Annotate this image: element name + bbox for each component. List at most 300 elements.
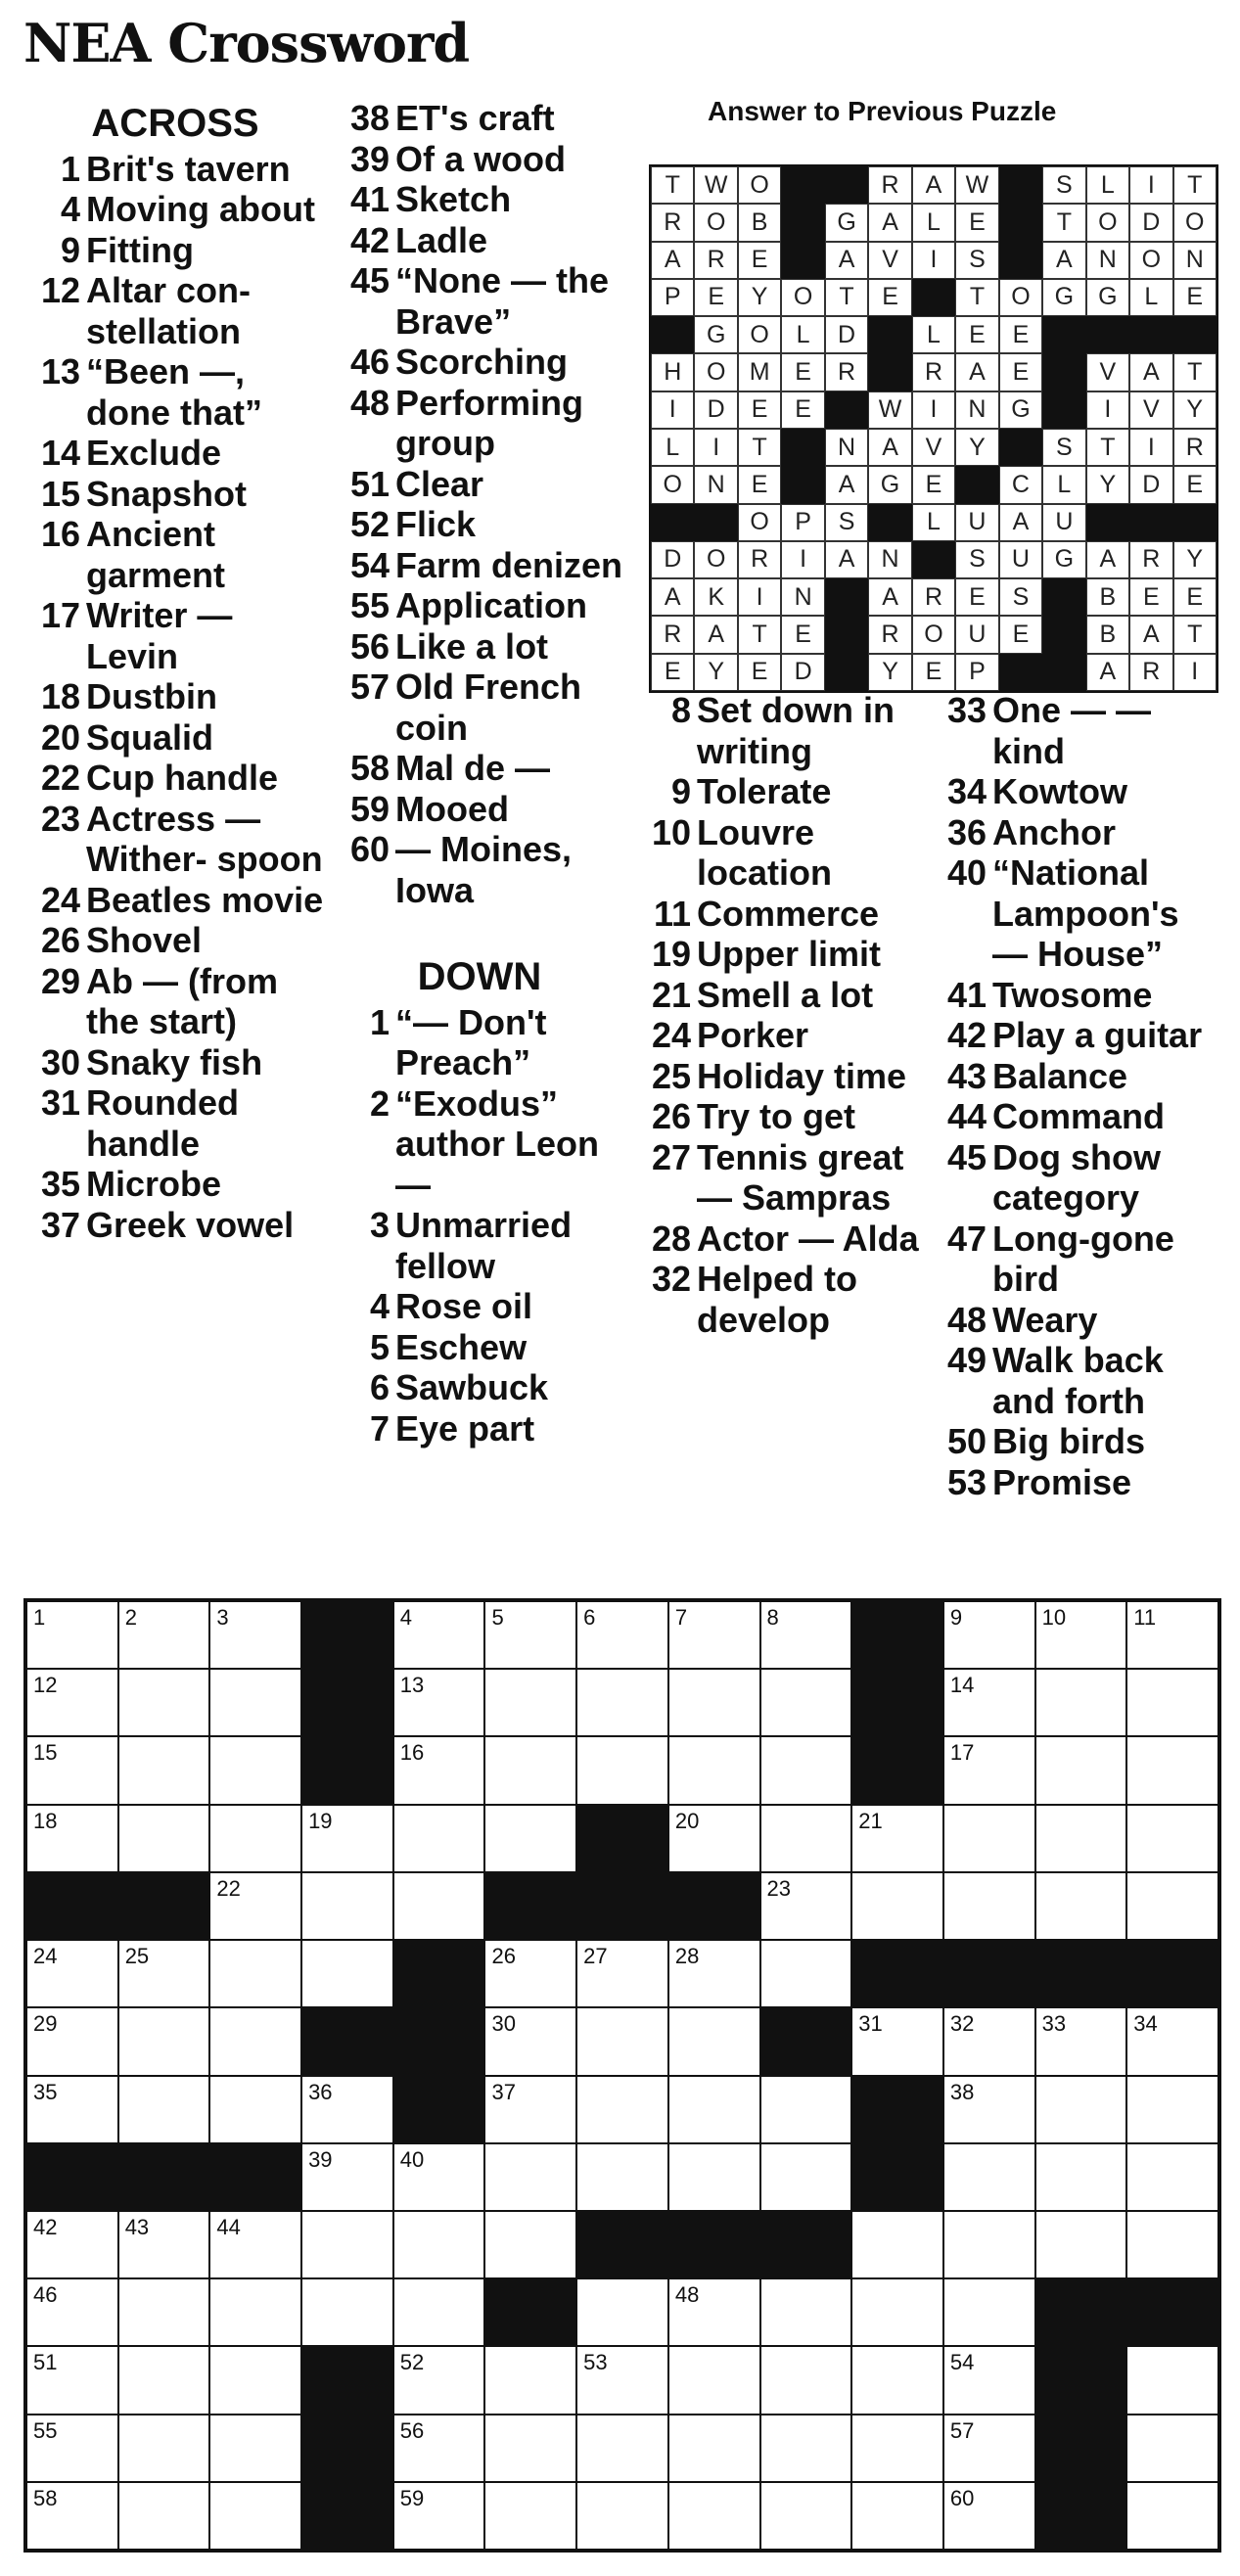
grid-cell[interactable] [943, 2143, 1035, 2211]
grid-block-cell [1035, 2278, 1127, 2346]
grid-cell[interactable] [209, 1601, 301, 1669]
grid-cell[interactable] [1035, 1872, 1127, 1940]
grid-cell[interactable] [1035, 2007, 1127, 2075]
clue-number: 1 [60, 148, 80, 189]
grid-cell[interactable] [484, 1805, 576, 1872]
grid-cell[interactable] [393, 2482, 485, 2550]
answer-letter-cell: E [955, 204, 998, 241]
grid-cell[interactable] [576, 2346, 668, 2414]
answer-letter-cell: V [1086, 353, 1129, 391]
grid-cell[interactable] [576, 1669, 668, 1736]
cell-number: 25 [124, 1944, 150, 1969]
grid-cell[interactable] [1035, 1601, 1127, 1669]
clue-text: Helped to develop [697, 1259, 858, 1340]
clue-number: 9 [60, 229, 80, 270]
answer-letter-cell: O [694, 353, 737, 391]
grid-cell[interactable] [209, 2278, 301, 2346]
grid-cell[interactable] [26, 2007, 118, 2075]
grid-block-cell [301, 1601, 393, 1669]
grid-cell[interactable] [484, 2415, 576, 2482]
grid-cell[interactable] [393, 1872, 485, 1940]
down-clue-1 [333, 1002, 626, 1083]
answer-letter-cell: T [738, 429, 781, 466]
page-title: NEA Crossword [23, 12, 470, 74]
clue-number: 43 [946, 1055, 987, 1096]
grid-cell[interactable] [851, 2278, 943, 2346]
answer-letter-cell: I [1129, 166, 1172, 204]
answer-block-cell [781, 429, 824, 466]
grid-cell[interactable] [301, 2278, 393, 2346]
grid-cell[interactable] [1035, 2211, 1127, 2278]
clue-text: Ladle [395, 219, 488, 260]
down-clue-48 [930, 1300, 1223, 1341]
clue-number: 12 [40, 270, 80, 310]
clue-text: Tolerate [697, 771, 832, 811]
grid-cell[interactable] [1126, 2211, 1218, 2278]
grid-cell[interactable] [484, 2211, 576, 2278]
answer-block-cell [651, 316, 694, 353]
answer-letter-cell: L [651, 429, 694, 466]
grid-cell[interactable] [209, 2211, 301, 2278]
clue-number: 41 [946, 974, 987, 1015]
grid-cell[interactable] [484, 1940, 576, 2007]
grid-cell[interactable] [576, 1736, 668, 1804]
grid-cell[interactable] [26, 2278, 118, 2346]
answer-block-cell [1042, 353, 1085, 391]
down-clue-27 [634, 1137, 928, 1219]
grid-cell[interactable] [118, 2346, 210, 2414]
answer-letter-cell: I [781, 541, 824, 578]
grid-cell[interactable] [760, 2076, 852, 2143]
clue-text: Fitting [86, 229, 194, 270]
answer-letter-cell: V [1129, 391, 1172, 429]
clue-text: Writer — Levin [86, 595, 233, 676]
answer-block-cell [825, 578, 868, 616]
clue-text: Moving about [86, 189, 315, 229]
answer-letter-cell: C [999, 466, 1042, 503]
grid-cell[interactable] [668, 1805, 760, 1872]
answer-letter-cell: Y [694, 654, 737, 691]
answer-letter-cell: O [781, 279, 824, 316]
across-clue-14 [23, 433, 327, 474]
cell-number: 24 [33, 1944, 58, 1969]
down-clue-26 [634, 1096, 928, 1137]
grid-cell[interactable] [760, 2415, 852, 2482]
across-clue-39 [333, 139, 626, 180]
answer-letter-cell: D [694, 391, 737, 429]
answer-letter-cell: A [868, 429, 911, 466]
clue-number: 36 [946, 811, 987, 852]
clue-text: — Moines, Iowa [395, 829, 573, 910]
grid-cell[interactable] [209, 2346, 301, 2414]
cell-number: 20 [674, 1808, 700, 1833]
grid-cell[interactable] [1126, 1805, 1218, 1872]
grid-cell[interactable] [393, 1736, 485, 1804]
grid-cell[interactable] [760, 1601, 852, 1669]
grid-block-cell [301, 2346, 393, 2414]
cell-number: 36 [308, 2079, 333, 2104]
grid-cell[interactable] [484, 2007, 576, 2075]
clue-number: 39 [349, 138, 390, 179]
cell-number: 34 [1133, 2011, 1158, 2037]
down-header: DOWN [417, 955, 542, 998]
clue-text: Try to get [697, 1096, 856, 1136]
grid-cell[interactable] [1035, 1736, 1127, 1804]
grid-cell[interactable] [301, 2211, 393, 2278]
clue-text: Snapshot [86, 473, 248, 514]
grid-cell[interactable] [576, 1601, 668, 1669]
down-clue-8 [634, 690, 928, 771]
clue-number: 7 [369, 1407, 390, 1449]
clue-text: Dog show category [992, 1136, 1161, 1218]
cell-number: 38 [949, 2079, 975, 2104]
clue-text: Weary [992, 1299, 1098, 1340]
answer-letter-cell: Y [738, 279, 781, 316]
grid-cell[interactable] [576, 2278, 668, 2346]
answer-letter-cell: E [1129, 578, 1172, 616]
grid-cell[interactable] [668, 1940, 760, 2007]
grid-cell[interactable] [1126, 2143, 1218, 2211]
grid-cell[interactable] [760, 1669, 852, 1736]
grid-cell[interactable] [484, 2143, 576, 2211]
answer-letter-cell: B [738, 204, 781, 241]
clue-number: 56 [349, 625, 390, 667]
grid-cell[interactable] [484, 1601, 576, 1669]
grid-cell[interactable] [209, 2415, 301, 2482]
answer-letter-cell: E [651, 654, 694, 691]
cell-number: 29 [33, 2011, 58, 2037]
clue-number: 47 [946, 1218, 987, 1259]
answer-letter-cell: V [912, 429, 955, 466]
cell-number: 10 [1041, 1605, 1067, 1630]
grid-block-cell [668, 1872, 760, 1940]
answer-letter-cell: O [738, 316, 781, 353]
grid-cell[interactable] [26, 2346, 118, 2414]
answer-letter-cell: E [738, 391, 781, 429]
grid-cell[interactable] [851, 2007, 943, 2075]
grid-cell[interactable] [209, 2482, 301, 2550]
clue-number: 58 [349, 748, 390, 788]
cell-number: 30 [491, 2011, 516, 2037]
across-clue-56 [333, 626, 626, 667]
grid-cell[interactable] [668, 1736, 760, 1804]
grid-cell[interactable] [1126, 2415, 1218, 2482]
grid-cell[interactable] [26, 2211, 118, 2278]
grid-block-cell [851, 2076, 943, 2143]
answer-letter-cell: A [825, 541, 868, 578]
grid-cell[interactable] [26, 2076, 118, 2143]
clue-text: Upper limit [697, 934, 882, 974]
grid-cell[interactable] [118, 1601, 210, 1669]
grid-cell[interactable] [943, 2346, 1035, 2414]
answer-letter-cell: E [912, 654, 955, 691]
answer-letter-cell: T [1173, 616, 1217, 653]
grid-block-cell [1035, 2415, 1127, 2482]
clue-number: 30 [40, 1041, 80, 1082]
grid-cell[interactable] [943, 2482, 1035, 2550]
cell-number: 56 [399, 2417, 425, 2443]
clue-text: Microbe [86, 1164, 222, 1204]
grid-cell[interactable] [576, 2482, 668, 2550]
grid-cell[interactable] [393, 2278, 485, 2346]
grid-cell[interactable] [118, 2007, 210, 2075]
answer-letter-cell: A [868, 578, 911, 616]
grid-cell[interactable] [1035, 1669, 1127, 1736]
grid-block-cell [301, 2482, 393, 2550]
grid-cell[interactable] [1126, 2482, 1218, 2550]
across-clue-58 [333, 748, 626, 789]
clue-text: Exclude [86, 433, 222, 473]
answer-letter-cell: E [781, 616, 824, 653]
grid-cell[interactable] [851, 1805, 943, 1872]
answer-letter-cell: I [694, 429, 737, 466]
grid-cell[interactable] [209, 1805, 301, 1872]
down-clue-19 [634, 934, 928, 975]
clue-number: 48 [946, 1299, 987, 1340]
grid-cell[interactable] [209, 1669, 301, 1736]
grid-cell[interactable] [943, 2007, 1035, 2075]
grid-cell[interactable] [118, 2278, 210, 2346]
answer-block-cell [1173, 504, 1217, 541]
answer-letter-cell: A [651, 578, 694, 616]
clue-number: 16 [40, 514, 80, 554]
grid-cell[interactable] [576, 1940, 668, 2007]
grid-block-cell [209, 2143, 301, 2211]
clue-text: Brit's tavern [86, 148, 291, 189]
grid-block-cell [851, 2143, 943, 2211]
grid-cell[interactable] [1035, 1805, 1127, 1872]
answer-letter-cell: D [1129, 466, 1172, 503]
grid-cell[interactable] [484, 2482, 576, 2550]
answer-letter-cell: A [955, 353, 998, 391]
grid-cell[interactable] [943, 1601, 1035, 1669]
grid-cell[interactable] [1126, 2076, 1218, 2143]
grid-cell[interactable] [760, 1940, 852, 2007]
grid-cell[interactable] [760, 2346, 852, 2414]
answer-letter-cell: I [651, 391, 694, 429]
grid-block-cell [118, 2143, 210, 2211]
grid-cell[interactable] [393, 1805, 485, 1872]
grid-cell[interactable] [26, 1736, 118, 1804]
grid-cell[interactable] [1126, 1872, 1218, 1940]
grid-cell[interactable] [851, 2346, 943, 2414]
grid-cell[interactable] [118, 2211, 210, 2278]
grid-cell[interactable] [760, 2278, 852, 2346]
answer-letter-cell: W [955, 166, 998, 204]
grid-cell[interactable] [118, 2482, 210, 2550]
answer-letter-cell: B [1086, 578, 1129, 616]
grid-cell[interactable] [851, 1872, 943, 1940]
cell-number: 60 [949, 2485, 975, 2510]
grid-cell[interactable] [576, 2143, 668, 2211]
grid-cell[interactable] [1126, 1736, 1218, 1804]
answer-letter-cell: Y [1173, 391, 1217, 429]
grid-cell[interactable] [1126, 1669, 1218, 1736]
grid-cell[interactable] [301, 2143, 393, 2211]
answer-letter-cell: T [1086, 429, 1129, 466]
grid-cell[interactable] [760, 1872, 852, 1940]
grid-cell[interactable] [301, 1805, 393, 1872]
across-column-1 [23, 98, 327, 1245]
answer-letter-cell: A [912, 166, 955, 204]
down-clue-40 [930, 852, 1223, 975]
grid-block-cell [484, 2278, 576, 2346]
grid-cell[interactable] [118, 1736, 210, 1804]
grid-cell[interactable] [301, 1872, 393, 1940]
grid-cell[interactable] [118, 1669, 210, 1736]
grid-cell[interactable] [301, 1940, 393, 2007]
answer-letter-cell: P [651, 279, 694, 316]
clue-text: Altar con- stellation [86, 270, 252, 351]
grid-cell[interactable] [943, 2278, 1035, 2346]
clue-number: 10 [651, 811, 691, 852]
grid-cell[interactable] [576, 2076, 668, 2143]
grid-cell[interactable] [943, 1736, 1035, 1804]
cell-number: 23 [766, 1875, 792, 1901]
grid-block-cell [851, 1601, 943, 1669]
grid-cell[interactable] [1126, 2007, 1218, 2075]
answer-letter-cell: T [955, 279, 998, 316]
grid-cell[interactable] [760, 1805, 852, 1872]
grid-cell[interactable] [118, 2415, 210, 2482]
across-clue-38 [333, 98, 626, 139]
grid-cell[interactable] [118, 1805, 210, 1872]
cell-number: 59 [399, 2485, 425, 2510]
grid-cell[interactable] [943, 2415, 1035, 2482]
grid-cell[interactable] [1126, 2346, 1218, 2414]
answer-letter-cell: E [868, 279, 911, 316]
cell-number: 12 [33, 1673, 58, 1698]
answer-letter-cell: A [1042, 242, 1085, 279]
clue-text: Scorching [395, 342, 569, 382]
grid-cell[interactable] [118, 2076, 210, 2143]
grid-cell[interactable] [209, 1940, 301, 2007]
grid-cell[interactable] [943, 1669, 1035, 1736]
answer-letter-cell: O [999, 279, 1042, 316]
grid-cell[interactable] [668, 1669, 760, 1736]
grid-cell[interactable] [26, 2482, 118, 2550]
grid-cell[interactable] [576, 2415, 668, 2482]
clue-text: Commerce [697, 893, 880, 934]
clue-text: Twosome [992, 974, 1153, 1015]
grid-cell[interactable] [393, 1601, 485, 1669]
answer-letter-cell: O [1173, 204, 1217, 241]
grid-cell[interactable] [760, 1736, 852, 1804]
answer-letter-cell: B [1086, 616, 1129, 653]
grid-cell[interactable] [26, 1601, 118, 1669]
grid-cell[interactable] [943, 2211, 1035, 2278]
answer-block-cell [999, 242, 1042, 279]
clue-text: Tennis great — Sampras [697, 1136, 904, 1218]
clue-number: 50 [946, 1421, 987, 1461]
grid-cell[interactable] [668, 2007, 760, 2075]
across-clue-16 [23, 514, 327, 595]
clue-number: 60 [349, 829, 390, 869]
grid-cell[interactable] [943, 1805, 1035, 1872]
grid-cell[interactable] [668, 2278, 760, 2346]
cell-number: 33 [1041, 2011, 1067, 2037]
across-clue-26 [23, 920, 327, 961]
cell-number: 3 [216, 1605, 229, 1630]
grid-cell[interactable] [209, 1872, 301, 1940]
grid-cell[interactable] [1126, 1601, 1218, 1669]
answer-letter-cell: I [738, 578, 781, 616]
answer-letter-cell: U [955, 616, 998, 653]
grid-cell[interactable] [484, 2076, 576, 2143]
across-clue-57 [333, 667, 626, 748]
grid-cell[interactable] [851, 2211, 943, 2278]
grid-cell[interactable] [760, 2143, 852, 2211]
clue-text: Holiday time [697, 1055, 907, 1096]
grid-cell[interactable] [1035, 2076, 1127, 2143]
grid-cell[interactable] [943, 2076, 1035, 2143]
grid-cell[interactable] [301, 2076, 393, 2143]
grid-cell[interactable] [668, 2143, 760, 2211]
grid-cell[interactable] [484, 1669, 576, 1736]
grid-cell[interactable] [26, 1669, 118, 1736]
across-clue-31 [23, 1082, 327, 1164]
cell-number: 18 [33, 1808, 58, 1833]
answer-letter-cell: G [1042, 541, 1085, 578]
grid-cell[interactable] [393, 2143, 485, 2211]
grid-cell[interactable] [26, 1940, 118, 2007]
grid-block-cell [301, 2415, 393, 2482]
grid-cell[interactable] [393, 2346, 485, 2414]
clue-text: Louvre location [697, 811, 833, 893]
down-clue-34 [930, 771, 1223, 812]
cell-number: 51 [33, 2350, 58, 2375]
grid-cell[interactable] [26, 2415, 118, 2482]
grid-cell[interactable] [668, 2482, 760, 2550]
grid-cell[interactable] [760, 2482, 852, 2550]
grid-block-cell [301, 2007, 393, 2075]
down-clue-47 [930, 1219, 1223, 1300]
clue-number: 52 [349, 504, 390, 544]
grid-cell[interactable] [484, 2346, 576, 2414]
answer-letter-cell: L [1129, 279, 1172, 316]
grid-cell[interactable] [668, 2076, 760, 2143]
across-clue-4 [23, 189, 327, 230]
grid-cell[interactable] [393, 1669, 485, 1736]
grid-cell[interactable] [118, 1940, 210, 2007]
answer-letter-cell: L [1042, 466, 1085, 503]
grid-cell[interactable] [668, 1601, 760, 1669]
answer-letter-cell: E [738, 654, 781, 691]
grid-cell[interactable] [393, 2415, 485, 2482]
grid-cell[interactable] [851, 2482, 943, 2550]
grid-cell[interactable] [209, 1736, 301, 1804]
answer-block-cell [825, 391, 868, 429]
grid-cell[interactable] [943, 1872, 1035, 1940]
grid-cell[interactable] [668, 2415, 760, 2482]
clue-text: Application [395, 585, 587, 625]
cell-number: 7 [674, 1605, 688, 1630]
grid-cell[interactable] [668, 2346, 760, 2414]
grid-cell[interactable] [484, 1736, 576, 1804]
answer-letter-cell: A [651, 242, 694, 279]
cell-number: 5 [491, 1605, 504, 1630]
grid-cell[interactable] [393, 2211, 485, 2278]
grid-cell[interactable] [576, 2007, 668, 2075]
clue-text: Rose oil [395, 1286, 533, 1326]
grid-cell[interactable] [851, 2415, 943, 2482]
grid-cell[interactable] [209, 2007, 301, 2075]
answer-block-cell [825, 654, 868, 691]
grid-cell[interactable] [26, 1805, 118, 1872]
grid-cell[interactable] [1035, 2143, 1127, 2211]
grid-cell[interactable] [209, 2076, 301, 2143]
clue-text: Old French coin [395, 667, 582, 748]
